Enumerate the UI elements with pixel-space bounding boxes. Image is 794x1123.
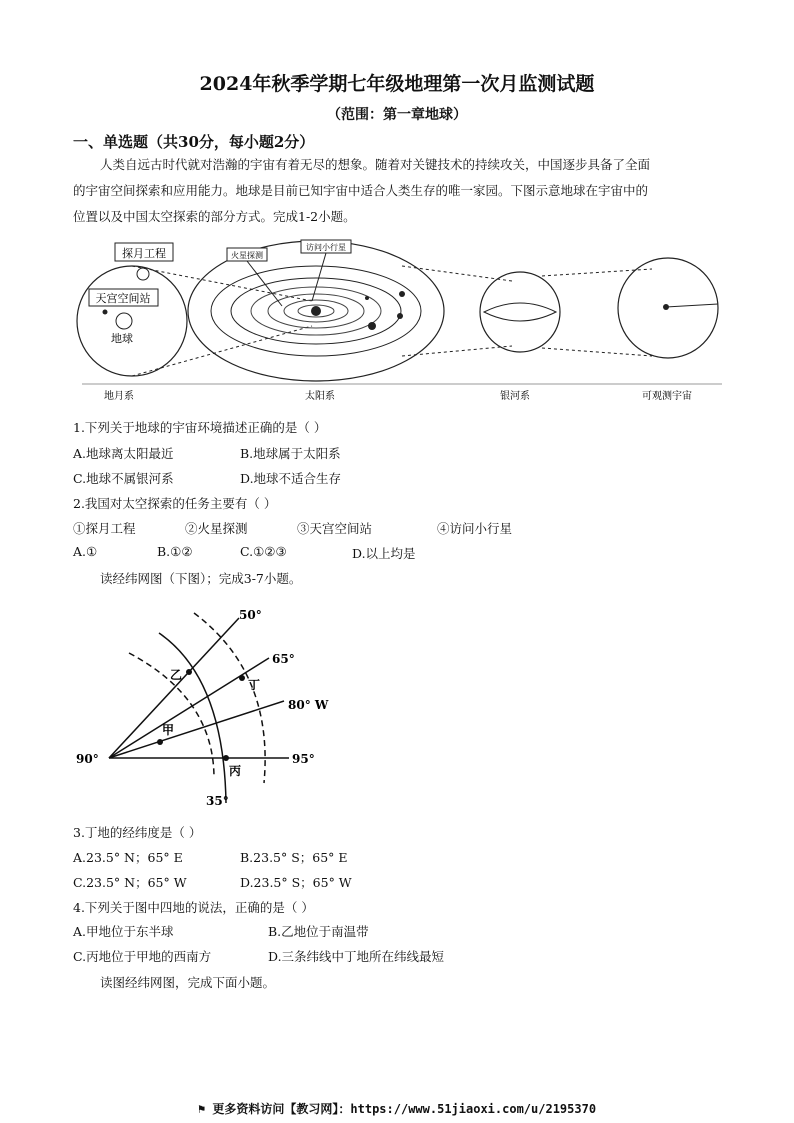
q1-option-c[interactable]: C.地球不属银河系 bbox=[73, 471, 174, 486]
graticule-figure bbox=[74, 603, 354, 813]
label-bing: 丙 bbox=[229, 764, 242, 778]
asteroid-label: 访问小行星 bbox=[306, 243, 346, 252]
q2-option-c[interactable]: C.①②③ bbox=[240, 544, 287, 559]
intro-line-2: 的宇宙空间探索和应用能力。地球是目前已知宇宙中适合人类生存的唯一家园。下图示意地球在宇宙中的 bbox=[73, 183, 649, 198]
space-station-label: 天宫空间站 bbox=[95, 292, 151, 305]
footer-link[interactable]: ⚑ 更多资料访问【教习网】：https://www.51jiaoxi.com/u/2195370 bbox=[197, 1102, 597, 1116]
q2-item-3: ③天宫空间站 bbox=[297, 521, 373, 536]
q2-item-4: ④访问小行星 bbox=[437, 521, 513, 536]
q3-stem: 3.丁地的经纬度是（ ） bbox=[73, 825, 202, 840]
moon-icon bbox=[137, 268, 149, 280]
q3-option-a[interactable]: A.23.5° N；65° E bbox=[73, 850, 183, 865]
earth-label: 地球 bbox=[111, 332, 133, 345]
q2-option-a[interactable]: A.① bbox=[73, 544, 98, 559]
intro-line-1: 人类自远古时代就对浩瀚的宇宙有着无尽的想象。随着对关键技术的持续攻关，中国逐步具备了全面 bbox=[100, 157, 651, 172]
point-ding bbox=[239, 675, 245, 681]
q1-option-a[interactable]: A.地球离太阳最近 bbox=[73, 446, 174, 461]
q3-option-d[interactable]: D.23.5° S；65° W bbox=[240, 875, 352, 890]
arc-middle bbox=[159, 633, 226, 803]
earth-icon bbox=[116, 313, 132, 329]
label-35: 35° bbox=[206, 794, 229, 808]
moon-project-label: 探月工程 bbox=[122, 247, 166, 260]
page-subtitle: （范围：第一章地球） bbox=[327, 107, 467, 123]
page-title: 2024年秋季学期七年级地理第一次月监测试题 bbox=[199, 73, 595, 95]
point-jia bbox=[157, 739, 163, 745]
point-yi bbox=[186, 669, 192, 675]
label-jia: 甲 bbox=[162, 723, 175, 737]
universe-figure bbox=[72, 236, 732, 406]
universe-label: 可观测宇宙 bbox=[642, 391, 692, 402]
q4-option-c[interactable]: C.丙地位于甲地的西南方 bbox=[73, 949, 212, 964]
sun-icon bbox=[311, 306, 321, 316]
label-80w: 80° W bbox=[288, 698, 329, 712]
q1-option-b[interactable]: B.地球属于太阳系 bbox=[240, 446, 341, 461]
section-heading: 一、单选题（共30分，每小题2分） bbox=[73, 133, 315, 151]
point-bing bbox=[223, 755, 229, 761]
earth-moon-system-label: 地月系 bbox=[104, 391, 134, 402]
q4-stem: 4.下列关于图中四地的说法，正确的是（ ） bbox=[73, 900, 314, 915]
q2-item-1: ①探月工程 bbox=[73, 521, 136, 536]
galaxy-circle bbox=[480, 272, 560, 352]
q2-stem: 2.我国对太空探索的任务主要有（ ） bbox=[73, 496, 277, 511]
q1-stem: 1.下列关于地球的宇宙环境描述正确的是（ ） bbox=[73, 420, 327, 435]
label-95: 95° bbox=[292, 752, 315, 766]
label-ding: 丁 bbox=[248, 678, 261, 692]
read-instruction-3: 读图经纬网图，完成下面小题。 bbox=[100, 975, 276, 990]
q1-option-d[interactable]: D.地球不适合生存 bbox=[240, 471, 342, 486]
mars-label: 火星探测 bbox=[231, 251, 263, 260]
q4-option-a[interactable]: A.甲地位于东半球 bbox=[73, 924, 174, 939]
galaxy-label: 银河系 bbox=[500, 391, 530, 402]
q2-option-b[interactable]: B.①② bbox=[157, 544, 193, 559]
label-50: 50° bbox=[239, 608, 262, 622]
read-instruction-2: 读经纬网图（下图）；完成3-7小题。 bbox=[100, 571, 302, 586]
q3-option-c[interactable]: C.23.5° N；65° W bbox=[73, 875, 187, 890]
q2-item-2: ②火星探测 bbox=[185, 521, 248, 536]
label-yi: 乙 bbox=[170, 668, 183, 682]
intro-line-3: 位置以及中国太空探索的部分方式。完成1-2小题。 bbox=[73, 209, 356, 224]
label-65: 65° bbox=[272, 652, 295, 666]
label-90: 90° bbox=[76, 752, 99, 766]
q4-option-b[interactable]: B.乙地位于南温带 bbox=[268, 924, 369, 939]
q3-option-b[interactable]: B.23.5° S；65° E bbox=[240, 850, 348, 865]
solar-system-label: 太阳系 bbox=[305, 391, 335, 402]
q4-option-d[interactable]: D.三条纬线中丁地所在纬线最短 bbox=[268, 949, 445, 964]
q2-option-d[interactable]: D.以上均是 bbox=[352, 546, 416, 561]
